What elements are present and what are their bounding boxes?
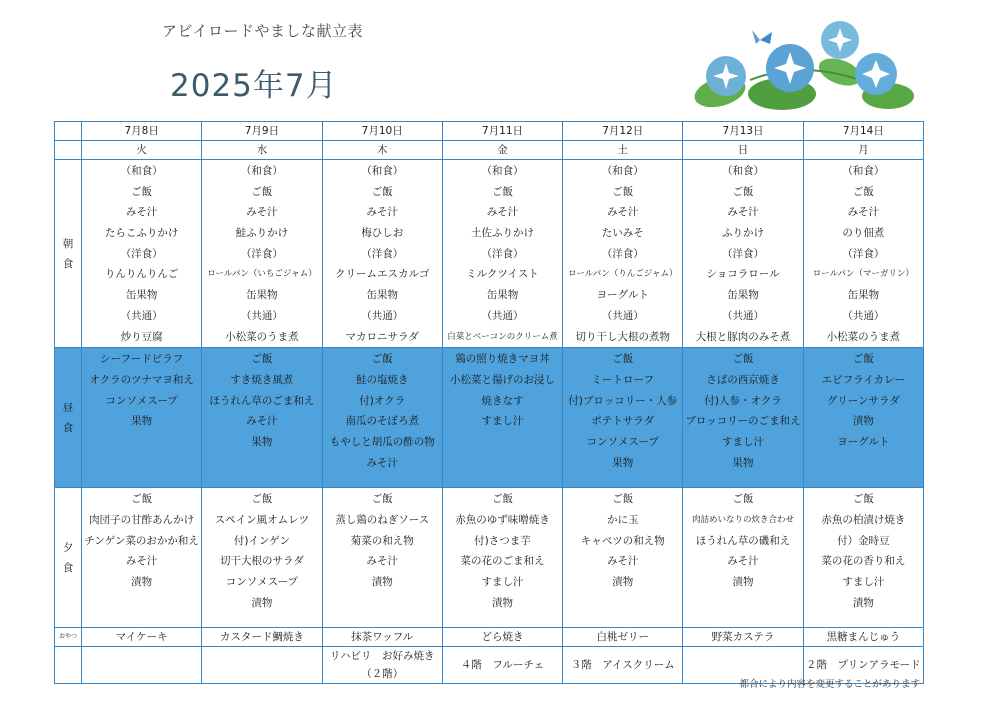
breakfast-label	[55, 160, 82, 348]
dish-item: ご飯	[612, 185, 634, 198]
dish-item: みそ汁	[125, 555, 158, 568]
dish-list	[82, 348, 201, 432]
dish-item: （和食）	[722, 165, 765, 177]
lunch-cell	[322, 348, 442, 488]
dish-item: すまし汁	[842, 575, 885, 588]
dish-list	[563, 160, 682, 347]
weekday-cell: 土	[563, 141, 683, 160]
dish-list	[202, 160, 321, 347]
dish-item: すまし汁	[481, 415, 524, 428]
dish-item: ご飯	[251, 493, 273, 506]
dish-item: かに玉	[607, 513, 639, 526]
breakfast-cell	[202, 160, 322, 348]
dish-item: （和食）	[481, 165, 524, 177]
dish-item: （洋食）	[120, 247, 163, 260]
lunch-label-char: 食	[62, 421, 74, 434]
dish-item: ご飯	[491, 493, 513, 506]
snack-cell: マイケーキ	[82, 628, 202, 647]
dish-item: 蒸し鶏のねぎソース	[335, 513, 430, 526]
weekday-cell: 月	[803, 141, 923, 160]
weekday-cell: 金	[442, 141, 562, 160]
dish-list	[323, 348, 442, 473]
dish-item: ポテトサラダ	[591, 415, 655, 428]
dish-item: 漬物	[852, 415, 874, 428]
dish-item: みそ汁	[125, 206, 158, 219]
date-cell: 7月13日	[683, 122, 803, 141]
lunch-cell	[563, 348, 683, 488]
dish-item: すき焼き風煮	[230, 373, 294, 386]
dish-item: コンソメスープ	[225, 575, 299, 588]
dish-item: ロールパン（いちごジャム）	[207, 269, 317, 280]
snack-row	[55, 628, 924, 647]
dinner-label	[55, 488, 82, 628]
dish-item: 菊菜の和え物	[350, 534, 414, 547]
dish-item: みそ汁	[607, 555, 639, 568]
dish-item: キャベツの和え物	[580, 534, 665, 547]
dish-item: スペイン風オムレツ	[214, 513, 310, 526]
lunch-label	[55, 348, 82, 488]
dish-list	[82, 160, 201, 347]
dish-item: 切干大根のサラダ	[219, 555, 304, 568]
corner-cell	[55, 141, 82, 160]
menu-period: 2025年7月	[170, 68, 338, 104]
event-cell: ２階 プリンアラモード	[803, 647, 923, 684]
dish-item: （共通）	[722, 309, 765, 322]
change-notice: 都合により内容を変更することがあります	[739, 679, 920, 690]
dish-list	[323, 160, 442, 347]
dish-item: ご飯	[612, 353, 634, 366]
dish-list	[683, 488, 802, 592]
dish-item: （和食）	[120, 165, 163, 177]
facility-title: アビイロードやましな献立表	[162, 22, 364, 40]
dish-item: ミートローフ	[591, 373, 654, 386]
dish-item: 鶏の照り焼きマヨ丼	[455, 353, 550, 366]
dish-item: 白菜とベーコンのクリーム煮	[447, 331, 558, 342]
dish-item: （洋食）	[240, 247, 283, 260]
date-cell: 7月11日	[442, 122, 562, 141]
breakfast-row	[55, 160, 924, 348]
dish-item: （共通）	[240, 309, 283, 322]
dish-item: 大根と豚肉のみそ煮	[695, 330, 791, 343]
weekday-cell: 日	[683, 141, 803, 160]
dish-item: ほうれん草のごま和え	[209, 394, 315, 407]
dish-item: みそ汁	[847, 206, 880, 219]
dish-item: 果物	[732, 456, 754, 469]
dish-item: みそ汁	[366, 206, 398, 219]
event-cell	[202, 647, 322, 684]
dish-item: 付)インゲン	[233, 534, 291, 547]
breakfast-cell	[563, 160, 683, 348]
dish-item: のり佃煮	[842, 227, 885, 240]
dish-list	[563, 348, 682, 473]
dish-item: みそ汁	[607, 206, 639, 219]
dish-item: （洋食）	[601, 247, 644, 260]
breakfast-cell	[322, 160, 442, 348]
date-cell: 7月9日	[202, 122, 322, 141]
dish-item: エビフライカレー	[821, 373, 906, 386]
dish-item: みそ汁	[366, 456, 398, 469]
dinner-label-char: 夕	[62, 541, 74, 554]
snack-cell: 野菜カステラ	[683, 628, 803, 647]
dish-item: ご飯	[491, 185, 513, 198]
dish-item: りんりんりんご	[104, 268, 179, 281]
dish-item: 焼きなす	[481, 394, 524, 407]
dish-item: 缶果物	[847, 289, 880, 302]
date-cell: 7月10日	[322, 122, 442, 141]
lunch-cell	[442, 348, 562, 488]
dish-item: 鮭ふりかけ	[235, 227, 289, 240]
breakfast-cell	[683, 160, 803, 348]
lunch-cell	[803, 348, 923, 488]
dinner-label-char: 食	[62, 561, 74, 574]
dish-list	[323, 488, 442, 592]
dish-item: ご飯	[732, 493, 754, 506]
dish-item: みそ汁	[366, 555, 398, 568]
dish-item: （和食）	[240, 165, 283, 177]
dish-item: 漬物	[612, 575, 634, 588]
dish-item: ご飯	[612, 493, 634, 506]
dish-item: 漬物	[371, 575, 393, 588]
dish-item: 果物	[612, 456, 634, 469]
dish-item: ショコラロール	[706, 268, 780, 281]
dish-item: （共通）	[481, 309, 524, 322]
breakfast-label-char: 食	[62, 257, 74, 270]
dish-item: 付)さつま芋	[474, 534, 531, 547]
dinner-cell	[82, 488, 202, 628]
dish-item: グリーンサラダ	[826, 394, 900, 407]
dish-item: みそ汁	[727, 555, 759, 568]
dish-item: コンソメスープ	[586, 435, 659, 448]
dish-item: 南瓜のそぼろ煮	[345, 415, 419, 428]
dish-list	[683, 160, 802, 347]
snack-cell: 白桃ゼリー	[563, 628, 683, 647]
snack-cell: カスタード鯛焼き	[202, 628, 322, 647]
dish-list	[563, 488, 682, 592]
dish-item: （洋食）	[481, 247, 524, 260]
lunch-cell	[202, 348, 322, 488]
dish-list	[804, 488, 923, 613]
snack-cell: 抹茶ワッフル	[322, 628, 442, 647]
dish-item: ブロッコリーのごま和え	[685, 415, 801, 428]
dinner-cell	[563, 488, 683, 628]
dish-list	[443, 348, 562, 432]
snack-label: おやつ	[55, 628, 82, 647]
dish-item: ご飯	[371, 493, 393, 506]
dish-item: 小松菜と揚げのお浸し	[449, 373, 555, 386]
dish-item: マカロニサラダ	[345, 330, 419, 343]
dish-item: 付）金時豆	[837, 534, 890, 547]
dish-list	[683, 348, 802, 473]
dish-list	[202, 348, 321, 452]
dish-item: 缶果物	[125, 289, 158, 302]
dish-item: シーフードピラフ	[100, 353, 184, 366]
dish-item: 肉団子の甘酢あんかけ	[89, 513, 195, 526]
dinner-cell	[202, 488, 322, 628]
dish-item: （共通）	[361, 309, 404, 322]
dish-list	[804, 348, 923, 452]
dish-item: 漬物	[131, 575, 153, 588]
dish-item: コンソメスープ	[105, 394, 178, 407]
dish-item: 肉詰めいなりの炊き合わせ	[692, 514, 795, 525]
dish-item: 缶果物	[246, 289, 278, 302]
dish-item: （和食）	[842, 165, 885, 177]
dish-item: ロールパン（りんごジャム）	[567, 269, 678, 280]
dish-item: ミルクツイスト	[466, 268, 539, 281]
dish-list	[202, 488, 321, 613]
dish-item: 缶果物	[727, 289, 759, 302]
weekday-row	[55, 141, 924, 160]
dish-item: 菜の花のごま和え	[460, 555, 545, 568]
dish-item: （洋食）	[722, 247, 765, 260]
dish-item: （共通）	[601, 309, 644, 322]
dish-item: チンゲン菜のおかか和え	[84, 534, 199, 547]
dish-item: 漬物	[491, 596, 513, 609]
dish-item: ご飯	[852, 185, 874, 198]
dish-item: 土佐ふりかけ	[470, 227, 534, 240]
dish-item: （洋食）	[842, 247, 885, 260]
lunch-cell	[82, 348, 202, 488]
weekday-cell: 火	[82, 141, 202, 160]
dish-item: ヨーグルト	[596, 289, 649, 302]
dish-item: 漬物	[852, 596, 874, 609]
dish-item: ご飯	[131, 493, 153, 506]
dish-item: みそ汁	[486, 206, 519, 219]
dish-item: 小松菜のうま煮	[826, 330, 901, 343]
dish-item: （共通）	[842, 309, 885, 322]
dish-item: ご飯	[371, 353, 393, 366]
dish-item: （洋食）	[361, 247, 404, 260]
dish-item: 切り干し大根の煮物	[575, 330, 671, 343]
breakfast-label-char: 朝	[62, 237, 74, 250]
corner-cell	[55, 122, 82, 141]
menu-table	[54, 121, 924, 684]
dinner-row	[55, 488, 924, 628]
weekday-cell: 水	[202, 141, 322, 160]
date-row	[55, 122, 924, 141]
dish-item: ほうれん草の磯和え	[695, 534, 791, 547]
event-cell: ４階 フルーチェ	[442, 647, 562, 684]
breakfast-cell	[82, 160, 202, 348]
dish-item: ご飯	[852, 493, 874, 506]
dish-item: ご飯	[251, 185, 273, 198]
dish-item: みそ汁	[246, 415, 278, 428]
breakfast-cell	[803, 160, 923, 348]
dish-item: 缶果物	[486, 289, 519, 302]
dish-item: （和食）	[361, 165, 404, 177]
dish-item: 付)ブロッコリー・人参	[568, 394, 678, 407]
dish-item: みそ汁	[727, 206, 759, 219]
dish-item: 小松菜のうま煮	[225, 330, 299, 343]
event-cell: ３階 アイスクリーム	[563, 647, 683, 684]
dish-item: 漬物	[732, 575, 754, 588]
weekday-cell: 木	[322, 141, 442, 160]
dish-list	[804, 160, 923, 347]
lunch-row	[55, 348, 924, 488]
dinner-cell	[683, 488, 803, 628]
snack-cell: どら焼き	[442, 628, 562, 647]
dish-item: ご飯	[852, 353, 874, 366]
breakfast-cell	[442, 160, 562, 348]
dinner-cell	[322, 488, 442, 628]
dish-item: 菜の花の香り和え	[821, 555, 906, 568]
dish-item: 梅ひしお	[361, 227, 404, 240]
dish-item: 鮭の塩焼き	[355, 373, 409, 386]
dish-item: 缶果物	[366, 289, 398, 302]
dish-item: クリームエスカルゴ	[334, 268, 430, 281]
dish-item: （和食）	[601, 165, 644, 177]
event-cell	[82, 647, 202, 684]
dish-item: たいみそ	[601, 227, 644, 240]
date-cell: 7月8日	[82, 122, 202, 141]
dish-item: もやしと胡瓜の酢の物	[329, 435, 435, 448]
dish-list	[82, 488, 201, 592]
event-label	[55, 647, 82, 684]
dish-item: ロールパン（マーガリン）	[812, 269, 914, 280]
dish-list	[443, 488, 562, 613]
lunch-cell	[683, 348, 803, 488]
morning-glory-icon	[690, 20, 930, 115]
dish-item: （共通）	[120, 309, 163, 322]
dish-item: ご飯	[131, 185, 153, 198]
dinner-cell	[803, 488, 923, 628]
dish-item: ふりかけ	[722, 227, 765, 240]
dish-item: すまし汁	[722, 435, 765, 448]
dinner-cell	[442, 488, 562, 628]
lunch-label-char: 昼	[62, 401, 74, 414]
dish-item: みそ汁	[246, 206, 278, 219]
butterfly-icon	[752, 30, 772, 44]
dish-item: ヨーグルト	[837, 435, 890, 448]
dish-item: 赤魚のゆず味噌焼き	[455, 513, 550, 526]
dish-item: ご飯	[371, 185, 393, 198]
dish-item: 炒り豆腐	[120, 330, 163, 343]
dish-item: 果物	[131, 415, 153, 428]
date-cell: 7月12日	[563, 122, 683, 141]
dish-item: すまし汁	[481, 575, 524, 588]
dish-item: 赤魚の柏漬け焼き	[821, 513, 906, 526]
dish-item: たらこふりかけ	[104, 227, 179, 240]
dish-item: 付)人参・オクラ	[704, 394, 782, 407]
snack-cell: 黒糖まんじゅう	[803, 628, 923, 647]
dish-item: オクラのツナマヨ和え	[89, 373, 194, 386]
dish-item: ご飯	[251, 353, 273, 366]
dish-item: 付)オクラ	[359, 394, 406, 407]
dish-list	[443, 160, 562, 347]
dish-item: 果物	[251, 435, 273, 448]
dish-item: ご飯	[732, 353, 754, 366]
dish-item: ご飯	[732, 185, 754, 198]
event-cell: リハビリ お好み焼き（２階）	[322, 647, 442, 684]
dish-item: 漬物	[251, 596, 273, 609]
date-cell: 7月14日	[803, 122, 923, 141]
dish-item: さばの西京焼き	[706, 373, 780, 386]
